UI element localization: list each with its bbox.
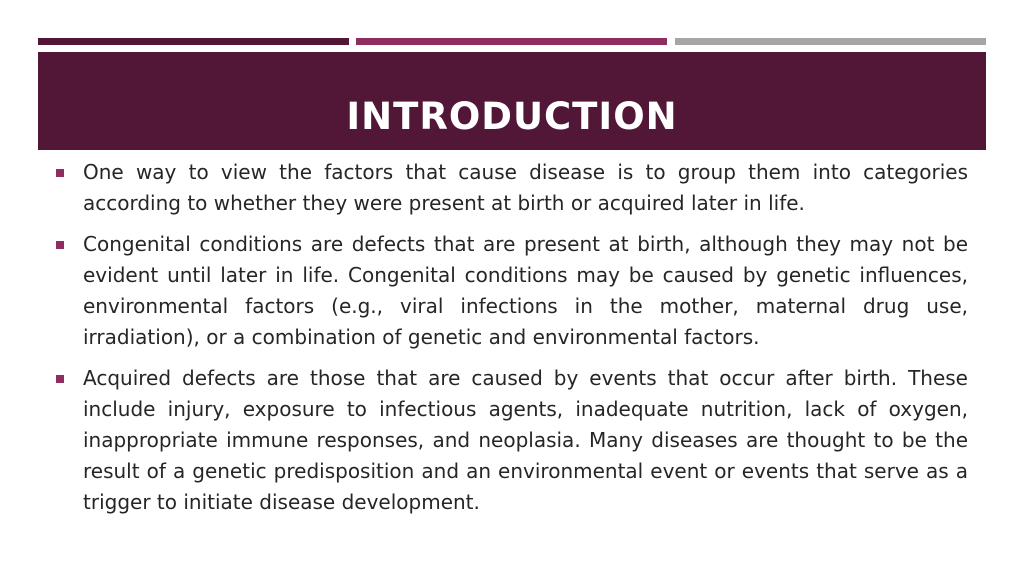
square-bullet-icon xyxy=(56,375,64,383)
square-bullet-icon xyxy=(56,169,64,177)
bullet-item-congenital xyxy=(56,229,968,353)
bullet-list xyxy=(56,157,968,528)
title-band xyxy=(38,52,986,150)
bullet-text: One way to view the factors that cause disease is to group them into categories according to whether they were present at birth or acquired later in life. xyxy=(83,160,968,215)
accent-bar-magenta xyxy=(356,38,667,45)
bullet-item-acquired xyxy=(56,363,968,518)
accent-bar-dark xyxy=(38,38,349,45)
square-bullet-icon xyxy=(56,241,64,249)
bullet-item-birth-categories xyxy=(56,157,968,219)
slide-title: INTRODUCTION xyxy=(346,94,678,138)
bullet-text: Congenital conditions are defects that are present at birth, although they may not be evident until later in life. Congenital conditions may be caused by genetic influences, environmental factors (e.g., viral infections in the mother, maternal drug use, irradiation), or a combination of genetic and environmental factors. xyxy=(83,232,968,349)
bullet-text: Acquired defects are those that are caused by events that occur after birth. These include injury, exposure to infectious agents, inadequate nutrition, lack of oxygen, inappropriate immune responses, and neoplasia. Many diseases are thought to be the result of a genetic predisposition and an environmental event or events that serve as a trigger to initiate disease development. xyxy=(83,366,968,514)
accent-bar-gray xyxy=(675,38,986,45)
